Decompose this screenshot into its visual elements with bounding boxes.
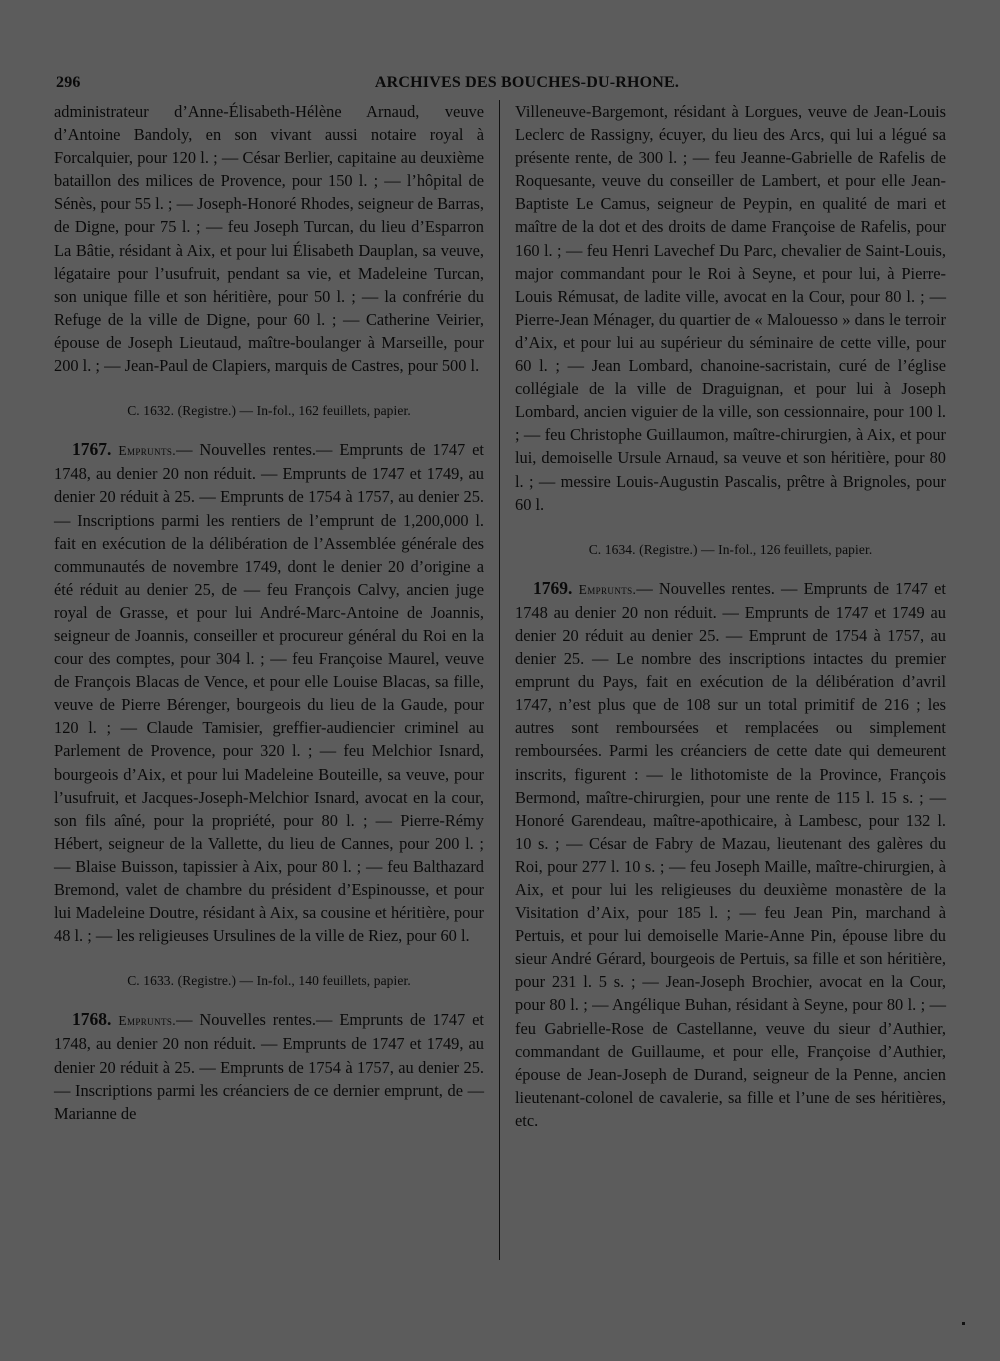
paragraph: administrateur d’Anne-Élisabeth-Hélène Arnaud, veuve d’Antoine Bandoly, en son vivant aussi notaire royal à Forcalquier, pour 120 l. ; — César Berlier, capitaine au deuxième bataillon des milices de Provence, pour 150 l. ; — l’hôpital de Sénès, pour 55 l. ; — Joseph-Honoré Rhodes, seigneur de Barras, de Digne, pour 75 l. ; — feu Joseph Turcan, du lieu d’Esparron La Bâtie, résidant à Aix, et pour lui Élisabeth Dauplan, sa veuve, légataire pour l’usufruit, pendant sa vie, et Madeleine Turcan, son unique fille et son héritière, pour 50 l. ; — la confrérie du Refuge de la ville de Digne, pour 60 l. ; — Catherine Veirier, épouse de Joseph Lieutaud, maître-boulanger à Marseille, pour 200 l. ; — Jean-Paul de Clapiers, marquis de Castres, pour 500 l. (54, 102, 484, 376)
paragraph: Villeneuve-Bargemont, résidant à Lorgues, veuve de Jean-Louis Leclerc de Rassigny, écuyer, du lieu des Arcs, qui lui a légué sa présente rente, de 300 l. ; — feu Jeanne-Gabrielle de Rafelis de Roquesante, veuve du conseiller de Lambert, et pour elle Jean-Baptiste Le Camus, seigneur de Peypin, en qualité de mari et maître de la dot et des droits de dame Françoise de Rafelis, pour 160 l. ; — feu Henri Lavechef Du Parc, chevalier de Saint-Louis, major commandant pour le Roi à Seyne, et pour lui, à Pierre-Louis Rémusat, de ladite ville, avocat en la Cour, pour 80 l. ; — Pierre-Jean Ménager, du quartier de « Malouesso » dans le terroir d’Aix, et pour lui au supérieur du séminaire de cette ville, pour 60 l. ; — Jean Lombard, chanoine-sacristain, curé de l’église collégiale de la ville de Draguignan, et pour lui à Joseph Lombard, ancien viguier de la ville, son cessionnaire, pour 100 l. ; — feu Christophe Guillaumon, maître-chirurgien, à Aix, et pour lui, demoiselle Ursule Arnaud, sa veuve et son héritière, pour 80 l. ; — messire Louis-Augustin Pascalis, prêtre à Brignoles, pour 60 l. (515, 102, 946, 514)
entry-1769 (515, 577, 946, 1132)
entry-heading: Emprunts. (578, 581, 637, 597)
entry-number: 1769. (533, 577, 573, 598)
archive-reference: C. 1633. (Registre.) — In-fol., 140 feuillets, papier. (127, 973, 411, 989)
column-divider (499, 100, 500, 1260)
entry-heading: Emprunts. (118, 443, 177, 459)
entry-heading: Emprunts. (118, 1013, 177, 1029)
running-title: ARCHIVES DES BOUCHES-DU-RHONE. (374, 74, 680, 91)
archive-reference: C. 1634. (Registre.) — In-fol., 126 feuillets, papier. (588, 541, 873, 557)
archive-reference: C. 1632. (Registre.) — In-fol., 162 feuillets, papier. (127, 403, 411, 419)
entry-1767 (54, 438, 484, 947)
entry-number: 1767. (72, 439, 112, 460)
page-header (54, 72, 960, 98)
entry-text: — Nouvelles rentes.— Emprunts de 1747 et 1748, au denier 20 non réduit. — Emprunts de 1747 et 1749, au denier 20 réduit à 25. — Emprunts de 1754 à 1757, au denier 25. — Inscriptions parmi les rentiers de l’emprunt de 1,200,000 l. fait en exécution de la délibération de l’Assemblée générale des communautés de novembre 1749, dont le denier 20 d’origine a été réduit au denier 25, de — feu François Calvy, ancien juge royal de Grasse, et pour lui André-Marc-Antoine de Joannis, seigneur de Joannis, conseiller et procureur général du Roi en la cour des comptes, pour 304 l. ; — feu Françoise Maurel, veuve de François Blacas de Vence, et pour elle Louise Blacas, sa fille, veuve de Pierre Bérenger, bourgeois du lieu de la Gaude, pour 120 l. ; — Claude Tamisier, greffier-audiencier criminel au Parlement de Provence, pour 320 l. ; — feu Melchior Isnard, bourgeois d’Aix, et pour lui Madeleine Bouteille, sa veuve, pour l’usufruit, et Jacques-Joseph-Melchior Isnard, avocat en la cour, son fils aîné, pour la propriété, pour 80 l. ; — Pierre-Rémy Hébert, seigneur de la Vallette, du lieu de Cannes, pour 200 l. ; — Blaise Buisson, tapissier à Aix, pour 80 l. ; — feu Balthazard Bremond, valet de chambre du président d’Espinousse, et pour lui Madeleine Doutre, résidant à Aix, sa cousine et héritière, pour 48 l. ; — les religieuses Ursulines de la ville de Riez, pour 60 l. (54, 440, 484, 946)
print-speck (962, 1322, 965, 1325)
entry-number: 1768. (72, 1009, 112, 1030)
entry-1768 (54, 1008, 484, 1124)
right-column (515, 100, 946, 1132)
entry-text: — Nouvelles rentes.— Emprunts de 1747 et 1748, au denier 20 non réduit. — Emprunts de 1747 et 1749, au denier 20 réduit à 25. — Emprunts de 1754 à 1757, au denier 25. — Inscriptions parmi les créanciers de ce dernier emprunt, de — Marianne de (54, 1010, 484, 1123)
entry-text: — Nouvelles rentes. — Emprunts de 1747 et 1748 au denier 20 non réduit. — Emprunts de 1747 et 1749 au denier 20 réduit au denier 25. — Emprunt de 1754 à 1757, au denier 25. — Le nombre des inscriptions intactes du premier emprunt du Pays, fait en exécution de la délibération d’avril 1747, n’est plus que de 108 sur un total primitif de 216 ; les autres sont remboursées et remplacées ou simplement remboursées. Parmi les créanciers de cette date qui demeurent inscrits, figurent : — le lithotomiste de la Province, François Bermond, maître-chirurgien, pour une rente de 115 l. 15 s. ; — Honoré Garendeau, maître-apothicaire, à Lambesc, pour 132 l. 10 s. ; — César de Fabry de Mazau, lieutenant des galères du Roi, pour 277 l. 10 s. ; — feu Joseph Maille, maître-chirurgien, à Aix, et pour lui les religieuses du deuxième monastère de la Visitation d’Aix, pour 185 l. ; — feu Jean Pin, marchand à Pertuis, et pour lui demoiselle Marie-Anne Pin, épouse libre du sieur André Gérard, bourgeois de Pertuis, sa fille et son héritière, pour 231 l. 5 s. ; — Jean-Joseph Brochier, avocat en la Cour, pour 80 l. ; — Angélique Buhan, résidant à Seyne, pour 80 l. ; — feu Gabrielle-Rose de Castellanne, veuve du sieur d’Authier, commandant de Guillaume, et pour elle, Françoise d’Authier, épouse de Jean-Joseph de Durand, seigneur de la Penne, ancien lieutenant-colonel de cavalerie, sa fille et l’une de ses héritières, etc. (515, 578, 946, 1130)
left-column (54, 100, 484, 1125)
page-number: 296 (56, 74, 81, 91)
